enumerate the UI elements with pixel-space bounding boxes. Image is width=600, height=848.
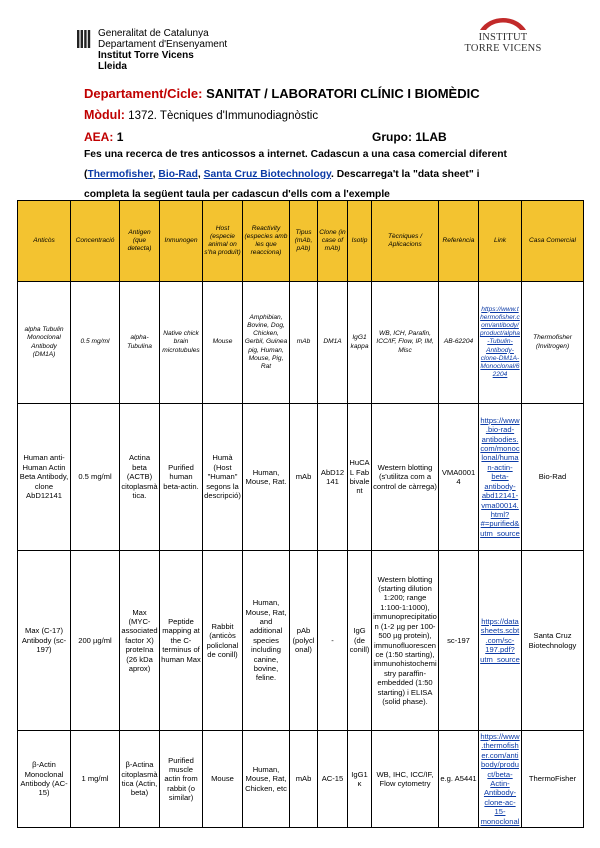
antibody-table	[17, 200, 584, 828]
table-cell: Max (MYC-associated factor X) proteïna (26 kDa aprox)	[120, 551, 160, 731]
table-cell: pAb (polyclonal)	[290, 551, 318, 731]
table-cell: IgG1 kappa	[348, 282, 372, 404]
table-cell: mAb	[290, 731, 318, 828]
intro-text-2: . Descarrega't la "data sheet" i completa la següent taula per cadascun d'ells com a l'exemple	[84, 169, 480, 200]
table-cell: Bio-Rad	[522, 404, 584, 551]
table-row	[18, 731, 584, 828]
header-cell: Host (especie animal on s'ha produït)	[203, 201, 243, 282]
table-cell: e.g. A5441	[439, 731, 479, 828]
department-value: SANITAT / LABORATORI CLÍNIC I BIOMÈDIC	[206, 86, 480, 101]
table-cell: Amphibian, Bovine, Dog, Chicken, Gerbil, Guinea pig, Human, Mouse, Pig, Rat	[243, 282, 290, 404]
link-thermofisher[interactable]: Thermofisher	[87, 169, 153, 180]
table-cell-link[interactable]: https://www.thermofisher.com/antibody/product/beta-Actin-Antibody-clone-ac-15-monoclonal	[480, 732, 520, 826]
table-cell: mAb	[290, 282, 318, 404]
table-cell: 200 µg/ml	[71, 551, 120, 731]
table-cell: ThermoFisher	[522, 731, 584, 828]
table-cell: WB, ICH, Parafin, ICC/IF, Flow, IP, IM, Misc	[372, 282, 439, 404]
generalitat-logo-icon	[76, 29, 92, 49]
aea-line	[84, 130, 123, 144]
institute-arc-icon	[468, 12, 538, 32]
institute-logo	[458, 12, 548, 54]
table-cell: Humà (Host "Human" segons la descripció)	[203, 404, 243, 551]
table-cell: AbD12141	[318, 404, 348, 551]
table-cell: Rabbit (anticòs policlonal de conill)	[203, 551, 243, 731]
table-cell: WB, IHC, ICC/IF, Flow cytometry	[372, 731, 439, 828]
intro-sep-2: ,	[197, 169, 204, 180]
table-cell: Western blotting (starting dilution 1:200; range 1:100-1:1000), immunoprecipitation (1-2 µg per 100-500 µg protein), immunofluorescence (1:50 starting), immunohistochemistry paraffin-embedded (1:50 starting) i ELISA (solid phase).	[372, 551, 439, 731]
table-cell: Human anti-Human Actin Beta Antibody, clone AbD12141	[18, 404, 71, 551]
intro-text-1: Fes una recerca de tres anticossos a internet. Cadascun a una casa comercial diferent (	[84, 149, 507, 180]
table-cell: Max (C-17) Antibody (sc-197)	[18, 551, 71, 731]
header-cell: Reactivity (especies amb les que reacciona)	[243, 201, 290, 282]
table-cell: HuCAL Fab bivalent	[348, 404, 372, 551]
table-cell: β-Actin Monoclonal Antibody (AC-15)	[18, 731, 71, 828]
department-line	[84, 86, 480, 101]
table-cell: alpha Tubulin Monoclonal Antibody (DM1A)	[18, 282, 71, 404]
table-cell: Human, Mouse, Rat, and additional species including canine, bovine, feline.	[243, 551, 290, 731]
table-cell: Human, Mouse, Rat.	[243, 404, 290, 551]
table-header-row	[18, 201, 584, 282]
header-cell: Tipus (mAb, pAb)	[290, 201, 318, 282]
table-cell: Purified muscle actin from rabbit (o similar)	[160, 731, 203, 828]
table-cell: 0.5 mg/ml	[71, 282, 120, 404]
header-cell: Link	[479, 201, 522, 282]
table-cell: -	[318, 551, 348, 731]
table-row	[18, 551, 584, 731]
header-cell: Tècniques / Aplicacions	[372, 201, 439, 282]
table-cell-link[interactable]: https://www.thermofisher.com/antibody/product/alpha-Tubulin-Antibody-clone-DM1A-Monoclonal/62204	[479, 282, 522, 404]
table-cell: AB-62204	[439, 282, 479, 404]
table-cell: Purified human beta-actin.	[160, 404, 203, 551]
header-cell: Isotip	[348, 201, 372, 282]
table-cell: 0.5 mg/ml	[71, 404, 120, 551]
header-cell: Anticòs	[18, 201, 71, 282]
intro-sep-1: ,	[152, 169, 159, 180]
header-cell: Referència	[439, 201, 479, 282]
table-cell: Santa Cruz Biotechnology	[522, 551, 584, 731]
instructions-paragraph	[84, 145, 524, 205]
header-cell: Inmunogen	[160, 201, 203, 282]
table-cell: DM1A	[318, 282, 348, 404]
table-cell: mAb	[290, 404, 318, 551]
module-value: 1372. Tècniques d'Immunodiagnòstic	[128, 110, 319, 122]
institute-logo-line-2: TORRE VICENS	[464, 43, 542, 54]
department-label: Departament/Cicle:	[84, 86, 203, 101]
table-cell-link[interactable]: https://www.bio-rad-antibodies.com/monoclonal/human-actin-beta-antibody-abd12141-vma00014.html?#=purified&utm_source	[479, 404, 522, 551]
table-row	[18, 404, 584, 551]
link-santa-cruz[interactable]: Santa Cruz Biotechnology	[203, 169, 331, 180]
header-cell: Concentració	[71, 201, 120, 282]
header-cell: Casa Comercial	[522, 201, 584, 282]
table-cell: 1 mg/ml	[71, 731, 120, 828]
table-cell: IgG1 κ	[348, 731, 372, 828]
table-cell: VMA00014	[439, 404, 479, 551]
table-row	[18, 282, 584, 404]
aea-label: AEA:	[84, 130, 114, 144]
table-cell: Mouse	[203, 282, 243, 404]
table-cell: Peptide mapping at the C-terminus of human Max	[160, 551, 203, 731]
generalitat-header	[76, 28, 227, 72]
aea-value: 1	[116, 130, 124, 144]
school-line-2: Lleida	[98, 61, 127, 72]
header-cell: Clone (in case of mAb)	[318, 201, 348, 282]
gencat-line-1: Generalitat de Catalunya	[98, 28, 209, 39]
table-cell: Western blotting (s'utilitza com a control de càrrega)	[372, 404, 439, 551]
module-line	[84, 108, 318, 122]
link-biorad[interactable]: Bio-Rad	[158, 169, 198, 180]
module-label: Mòdul:	[84, 108, 125, 122]
table-cell: alpha-Tubulina	[120, 282, 160, 404]
table-cell: AC-15	[318, 731, 348, 828]
group-line: Grupo: 1LAB	[372, 130, 447, 144]
gencat-line-2: Departament d'Ensenyament	[98, 39, 228, 50]
table-cell: IgG (de conill)	[348, 551, 372, 731]
table-cell: sc-197	[439, 551, 479, 731]
table-cell: β-Actina citoplasmàtica (Actin, beta)	[120, 731, 160, 828]
institute-logo-line-1: INSTITUT	[478, 32, 528, 43]
table-cell: Native chick brain microtubules	[160, 282, 203, 404]
table-cell: Actina beta (ACTB) citoplasmàtica.	[120, 404, 160, 551]
school-line-1: Institut Torre Vicens	[98, 50, 194, 61]
header-cell: Antigen (que detecta)	[120, 201, 160, 282]
table-cell: Thermofisher (Invitrogen)	[522, 282, 584, 404]
table-cell: Human, Mouse, Rat, Chicken, etc	[243, 731, 290, 828]
table-cell: Mouse	[203, 731, 243, 828]
table-cell-link[interactable]: https://datasheets.scbt.com/sc-197.pdf?utm_source	[479, 551, 522, 731]
